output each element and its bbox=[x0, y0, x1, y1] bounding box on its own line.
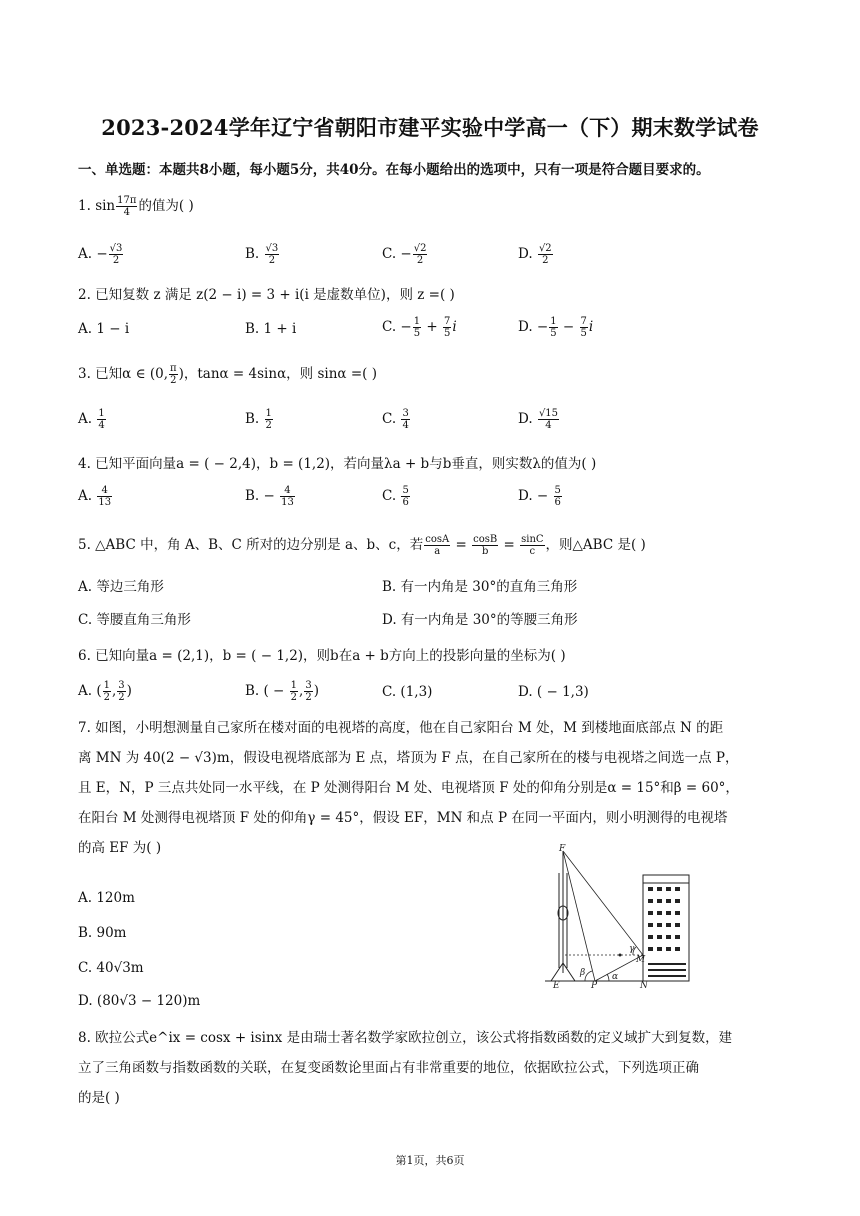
q6-option-a: A. ( $\frac{1}{2}$ , $\frac{3}{2}$ ) bbox=[78, 680, 132, 703]
question-2: 2. 已知复数 z 满足 z(2 − i) = 3 + i(i 是虚数单位)，则 z =( ) bbox=[78, 287, 455, 303]
q2-option-d: D. − $\frac{1}{5}$ − $\frac{7}{5}$ i bbox=[518, 316, 594, 339]
label-gamma: γ bbox=[629, 944, 635, 954]
tower-building-figure bbox=[545, 843, 695, 988]
q7-option-b: B. 90m bbox=[78, 925, 127, 941]
section-heading: 一、单选题：本题共8小题，每小题5分，共40分。在每小题给出的选项中，只有一项是符合题目要求的。 bbox=[78, 162, 710, 178]
q7-option-d: D. (80√3 − 120)m bbox=[78, 993, 201, 1009]
q1-option-b: B. $\frac{√3}{2}$ bbox=[245, 243, 279, 266]
question-5: 5. △ABC 中，角 A、B、C 所对的边分别是 a、b、c，若 $\frac{\cos A}{a}$ = $\frac{\cos B}{b}$ = $\frac{\sin C}{c}$ ，则△ABC 是( ) bbox=[78, 534, 646, 557]
q3-option-b: B. $\frac{1}{2}$ bbox=[245, 408, 272, 431]
q4-option-c: C. $\frac{5}{6}$ bbox=[382, 485, 409, 508]
q2-option-c: C. − $\frac{1}{5}$ + $\frac{7}{5}$ i bbox=[382, 316, 457, 339]
label-M: M bbox=[636, 955, 646, 965]
q4-option-a: A. $\frac{4}{13}$ bbox=[78, 485, 112, 508]
q7-option-a: A. 120m bbox=[78, 890, 135, 906]
q6-option-b: B. ( − $\frac{1}{2}$ , $\frac{3}{2}$ ) bbox=[245, 680, 319, 703]
q1-sin: sin bbox=[95, 198, 116, 214]
q3-option-c: C. $\frac{3}{4}$ bbox=[382, 408, 409, 431]
q1-text: 的值为( ) bbox=[138, 198, 194, 214]
q2-option-a: A. 1 − i bbox=[78, 321, 130, 337]
q5-option-a: A. 等边三角形 bbox=[78, 579, 164, 595]
q1-option-a: A. − $\frac{√3}{2}$ bbox=[78, 243, 123, 266]
q2-option-b: B. 1 + i bbox=[245, 321, 297, 337]
q4-option-b: B. − $\frac{4}{13}$ bbox=[245, 485, 294, 508]
q6-option-d: D. ( − 1,3) bbox=[518, 684, 589, 700]
q1-option-c: C. − $\frac{√2}{2}$ bbox=[382, 243, 427, 266]
q5-option-d: D. 有一内角是 30°的等腰三角形 bbox=[382, 612, 578, 628]
label-E: E bbox=[553, 981, 560, 988]
q3-option-d: D. $\frac{√15}{4}$ bbox=[518, 408, 559, 431]
question-6: 6. 已知向量a = (2,1)，b = ( − 1,2)，则b在a + b方向上的投影向量的坐标为( ) bbox=[78, 648, 566, 664]
building-windows bbox=[648, 887, 686, 977]
question-7: 7. 如图，小明想测量自己家所在楼对面的电视塔的高度，他在自己家阳台 M 处，M 到楼地面底部点 N 的距 离 MN 为 40(2 − √3)m，假设电视塔底部为 E 点，塔顶为 F 点，在自己家所在的楼与电视塔之间选一点 P， 且 E，N，P 三点共处同一水平线，在 P 处测得阳台 M 处、电视塔顶 F 处的仰角分别是α = 15°和β = 60°， 在阳台 M 处测得电视塔顶 F 处的仰角γ = 45°，假设 EF，MN 和点 P 在同一平面内，则小明测得的电视塔 的高 EF 为( ) bbox=[78, 720, 739, 856]
label-P: P bbox=[591, 981, 598, 988]
q6-option-c: C. (1,3) bbox=[382, 684, 433, 700]
q1-option-d: D. $\frac{√2}{2}$ bbox=[518, 243, 552, 266]
label-F: F bbox=[559, 844, 566, 854]
question-8: 8. 欧拉公式e^ix = cosx + isinx 是由瑞士著名数学家欧拉创立，该公式将指数函数的定义域扩大到复数，建 立了三角函数与指数函数的关联，在复变函数论里面占有非常重要的地位，依据欧拉公式，下列选项正确 的是( ) bbox=[78, 1030, 733, 1106]
q4-option-d: D. − $\frac{5}{6}$ bbox=[518, 485, 561, 508]
q3-option-a: A. $\frac{1}{4}$ bbox=[78, 408, 105, 431]
page-footer: 第1页，共6页 bbox=[395, 1154, 465, 1167]
question-number: 1. bbox=[78, 198, 91, 214]
label-N: N bbox=[640, 981, 648, 988]
label-beta: β bbox=[580, 968, 586, 978]
q1-fraction: $\frac{17\pi}{4}$ bbox=[117, 195, 137, 218]
q5-option-b: B. 有一内角是 30°的直角三角形 bbox=[382, 579, 578, 595]
question-3: 3. 已知α ∈ (0, $\frac{\pi}{2}$ )，tanα = 4sinα，则 sinα =( ) bbox=[78, 363, 377, 386]
q7-option-c: C. 40√3m bbox=[78, 960, 144, 976]
question-1 bbox=[78, 194, 194, 218]
question-4: 4. 已知平面向量a = ( − 2,4)，b = (1,2)，若向量λa + b与b垂直，则实数λ的值为( ) bbox=[78, 456, 597, 472]
q5-option-c: C. 等腰直角三角形 bbox=[78, 612, 191, 628]
label-alpha: α bbox=[612, 972, 619, 982]
page-title: 2023-2024学年辽宁省朝阳市建平实验中学高一（下）期末数学试卷 bbox=[101, 115, 759, 140]
